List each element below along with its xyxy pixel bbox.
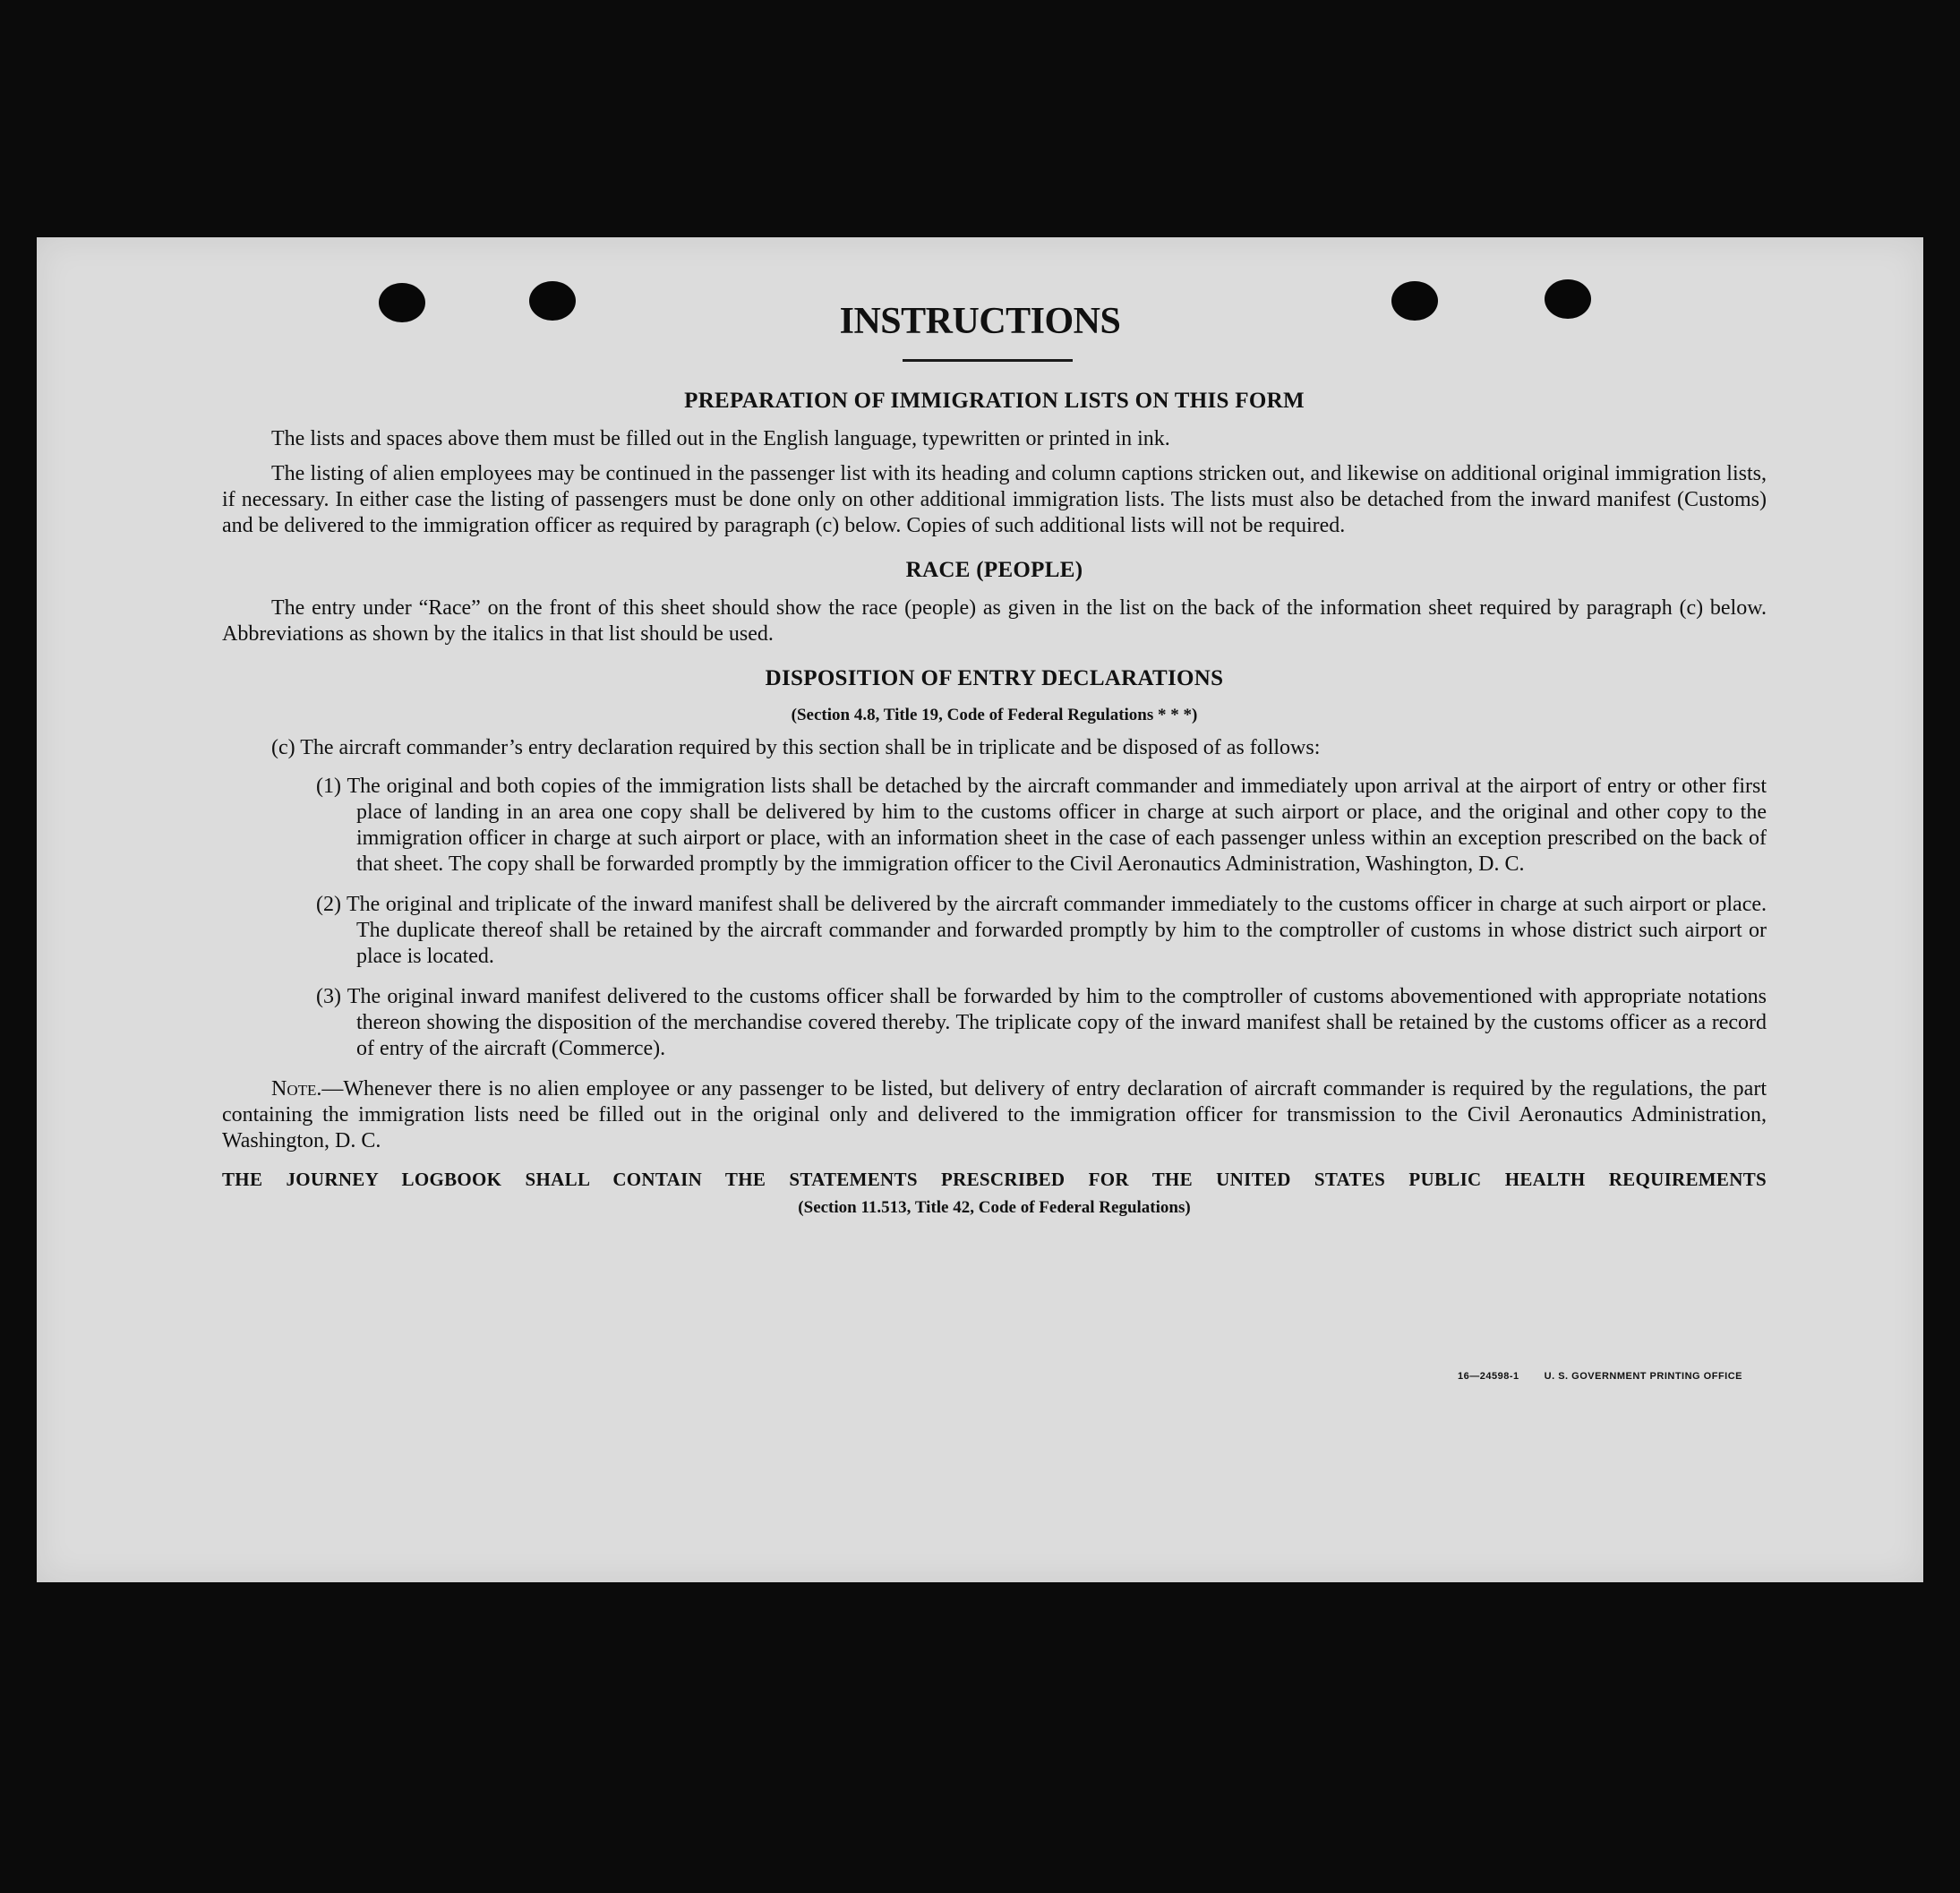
- public-health-citation: (Section 11.513, Title 42, Code of Federal Regulations): [798, 1198, 1191, 1217]
- form-number: 16—24598-1: [1458, 1371, 1519, 1382]
- title-underline: [903, 359, 1073, 362]
- disposition-intro: (c) The aircraft commander’s entry declaration required by this section shall be in triplicate and be disposed of as follows:: [271, 736, 1321, 759]
- preparation-paragraph-2: The listing of alien employees may be continued in the passenger list with its heading and column captions stricken out, and likewise on additional original immigration lists, if necessary. In either case the listing of passengers must be done only on other additional immigration lists. The lists must also be detached from the inward manifest (Customs) and be delivered to the immigration officer as required by paragraph (c) below. Copies of such additional lists will not be required.: [222, 462, 1767, 537]
- printing-office: U. S. GOVERNMENT PRINTING OFFICE: [1544, 1371, 1742, 1382]
- race-paragraph: The entry under “Race” on the front of this sheet should show the race (people) as given in the list on the back of the information sheet required by paragraph (c) below. Abbreviations as shown by the italics in that list should be used.: [222, 596, 1767, 646]
- disposition-item-3: (3) The original inward manifest delivered to the customs officer shall be forwarded by him to the comptroller of customs abovementioned with appropriate notations thereon showing the disposition of the merchandise covered thereby. The triplicate copy of the inward manifest shall be retained by the customs officer as a record of entry of the aircraft (Commerce).: [316, 985, 1767, 1060]
- printer-imprint: [1458, 1371, 1742, 1382]
- instructions-body: [222, 388, 1767, 1221]
- note-text: —Whenever there is no alien employee or any passenger to be listed, but delivery of entry declaration of aircraft commander is required by the regulations, the part containing the immigration lists need be filled out in the original only and delivered to the immigration officer for transmission to the Civil Aeronautics Administration, Washington, D. C.: [222, 1077, 1767, 1152]
- note-paragraph: [222, 1076, 1767, 1154]
- preparation-heading: PREPARATION OF IMMIGRATION LISTS ON THIS FORM: [684, 389, 1305, 413]
- public-health-statement: THE JOURNEY LOGBOOK SHALL CONTAIN THE STATEMENTS PRESCRIBED FOR THE UNITED STATES PUBLIC HEALTH REQUIREMENTS: [222, 1169, 1767, 1190]
- disposition-heading: DISPOSITION OF ENTRY DECLARATIONS: [765, 666, 1224, 690]
- disposition-item-1: (1) The original and both copies of the immigration lists shall be detached by the aircraft commander and immediately upon arrival at the airport of entry or other first place of landing in an area one copy shall be delivered by him to the customs officer in charge at such airport or place, and the original and other copy to the immigration officer in charge at such airport or place, with an information sheet in the case of each passenger unless within an exception prescribed on the back of that sheet. The copy shall be forwarded promptly by the immigration officer to the Civil Aeronautics Administration, Washington, D. C.: [316, 775, 1767, 876]
- note-label: Note.: [271, 1077, 322, 1101]
- page-title: INSTRUCTIONS: [839, 301, 1121, 342]
- disposition-item-2: (2) The original and triplicate of the inward manifest shall be delivered by the aircraft commander immediately to the customs officer in charge at such airport or place. The duplicate thereof shall be retained by the aircraft commander and forwarded promptly by him to the comptroller of customs in whose district such airport or place is located.: [316, 893, 1767, 968]
- disposition-citation: (Section 4.8, Title 19, Code of Federal Regulations * * *): [791, 706, 1198, 724]
- form-sheet: [37, 237, 1923, 1582]
- preparation-paragraph-1: The lists and spaces above them must be filled out in the English language, typewritten or printed in ink.: [271, 427, 1170, 450]
- race-heading: RACE (PEOPLE): [905, 558, 1083, 582]
